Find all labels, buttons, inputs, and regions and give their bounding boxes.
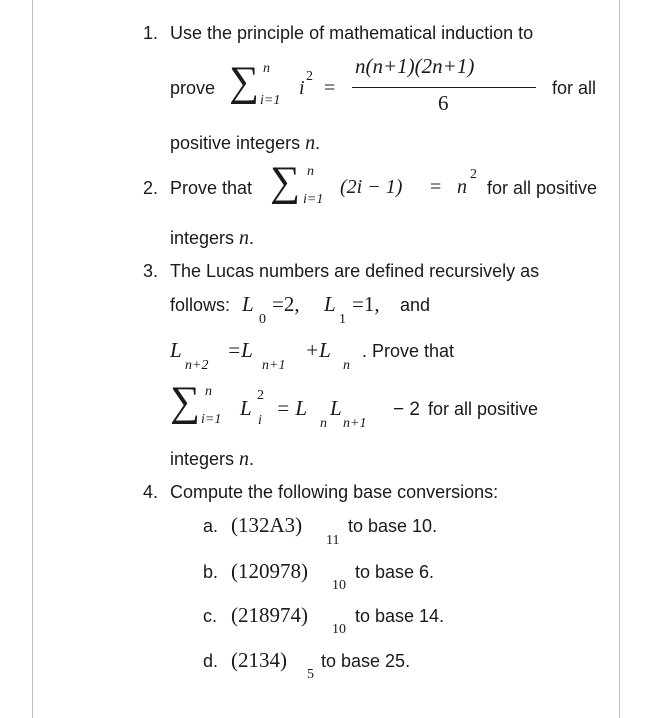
item-4b-label: b. bbox=[203, 562, 219, 582]
item-4b-value: (120978) bbox=[231, 559, 308, 583]
item-3-eq2: =2, bbox=[272, 292, 300, 316]
item-2-sum-symbol: ∑ bbox=[270, 159, 300, 205]
item-4-line1: Compute the following base conversions: bbox=[170, 482, 499, 502]
item-4d-value: (2134) bbox=[231, 648, 287, 672]
item-4d-label: d. bbox=[203, 651, 219, 671]
item-4c-label: c. bbox=[203, 606, 218, 626]
item-2-tail: for all positive bbox=[487, 178, 598, 198]
item-4a-base: 11 bbox=[326, 533, 340, 548]
item-3-line1: The Lucas numbers are defined recursively as bbox=[170, 261, 540, 281]
item-3-and: and bbox=[400, 295, 431, 315]
item-3-sub-n: n bbox=[343, 358, 350, 373]
item-3-sub-n1: n+1 bbox=[262, 358, 286, 373]
item-1-number: 1. bbox=[143, 23, 159, 43]
item-1-denominator: 6 bbox=[438, 91, 449, 115]
item-4-number: 4. bbox=[143, 482, 159, 502]
item-1-fraction-bar bbox=[352, 87, 536, 88]
item-4a-value: (132A3) bbox=[231, 513, 303, 537]
item-4b-target: to base 6. bbox=[355, 562, 435, 582]
item-3-eq-L: =L bbox=[227, 338, 253, 362]
item-3-tail: for all positive bbox=[428, 399, 539, 419]
item-3-L1: L bbox=[324, 292, 336, 316]
item-3-sub0: 0 bbox=[259, 312, 266, 327]
item-3-plus-L: +L bbox=[305, 338, 331, 362]
item-3-sub-n-b: n bbox=[320, 416, 327, 431]
item-4a-target: to base 10. bbox=[348, 516, 438, 536]
item-1-sum-symbol: ∑ bbox=[229, 59, 259, 105]
item-2-line2-end: . bbox=[249, 228, 255, 248]
item-1-term-exp: 2 bbox=[306, 69, 313, 84]
item-2-line2 bbox=[170, 228, 254, 248]
item-2-sum-lower: i=1 bbox=[303, 192, 324, 207]
item-2-rhs-base: n bbox=[457, 176, 467, 198]
item-4b-base: 10 bbox=[332, 578, 346, 593]
item-4d-base: 5 bbox=[307, 667, 314, 682]
item-2-expr: (2i − 1) bbox=[340, 176, 403, 198]
item-3-sum-symbol: ∑ bbox=[170, 379, 200, 425]
item-4d-target: to base 25. bbox=[321, 651, 411, 671]
item-3-last-text: integers bbox=[170, 449, 240, 469]
item-1-line3-text: positive integers bbox=[170, 133, 306, 153]
item-1-line1: Use the principle of mathematical induction to bbox=[170, 23, 534, 43]
item-2-rhs-exp: 2 bbox=[470, 167, 477, 182]
item-2-line2-text: integers bbox=[170, 228, 240, 248]
item-3-L-n2: L bbox=[170, 338, 182, 362]
item-1-sum-upper: n bbox=[263, 61, 270, 76]
item-3-eq1: =1, bbox=[352, 292, 380, 316]
item-2-number: 2. bbox=[143, 178, 159, 198]
item-1-equals: = bbox=[324, 77, 336, 99]
item-4c-target: to base 14. bbox=[355, 606, 445, 626]
item-3-sum-lower: i=1 bbox=[201, 412, 222, 427]
item-3-number: 3. bbox=[143, 261, 159, 281]
item-2-prove-that: Prove that bbox=[170, 178, 253, 198]
item-2-equals: = bbox=[430, 176, 442, 198]
item-3-L0: L bbox=[242, 292, 254, 316]
item-3-sub1: 1 bbox=[339, 312, 346, 327]
item-3-prove-that: . Prove that bbox=[362, 341, 455, 361]
item-1-term-base: i bbox=[299, 77, 305, 99]
item-3-last-var: n bbox=[239, 448, 250, 470]
item-4c-base: 10 bbox=[332, 622, 346, 637]
item-2-line2-var: n bbox=[239, 227, 250, 249]
item-4a-label: a. bbox=[203, 516, 219, 536]
item-1-prove: prove bbox=[170, 78, 216, 98]
item-3-last-line bbox=[170, 449, 254, 469]
item-3-L2-exp: 2 bbox=[257, 388, 264, 403]
item-4c-value: (218974) bbox=[231, 603, 308, 627]
item-1-numerator: n(n+1)(2n+1) bbox=[355, 54, 475, 78]
item-1-sum-lower: i=1 bbox=[260, 93, 281, 108]
item-3-L-n1: L bbox=[330, 396, 342, 420]
item-3-minus2: − 2 bbox=[393, 399, 420, 420]
item-1-line3 bbox=[170, 133, 320, 153]
item-3-sub-n1-b: n+1 bbox=[343, 416, 367, 431]
item-3-L2-sub: i bbox=[258, 413, 262, 428]
item-3-sum-upper: n bbox=[205, 384, 212, 399]
item-1-line3-end: . bbox=[315, 133, 321, 153]
item-1-for-all: for all bbox=[552, 78, 597, 98]
item-3-last-end: . bbox=[249, 449, 255, 469]
item-1-line3-var: n bbox=[305, 132, 316, 154]
item-3-sub-n2: n+2 bbox=[185, 358, 209, 373]
item-3-eq-L-n: = L bbox=[276, 396, 308, 420]
item-2-sum-upper: n bbox=[307, 164, 314, 179]
item-3-follows: follows: bbox=[170, 295, 231, 315]
item-3-L-i: L bbox=[240, 396, 252, 420]
